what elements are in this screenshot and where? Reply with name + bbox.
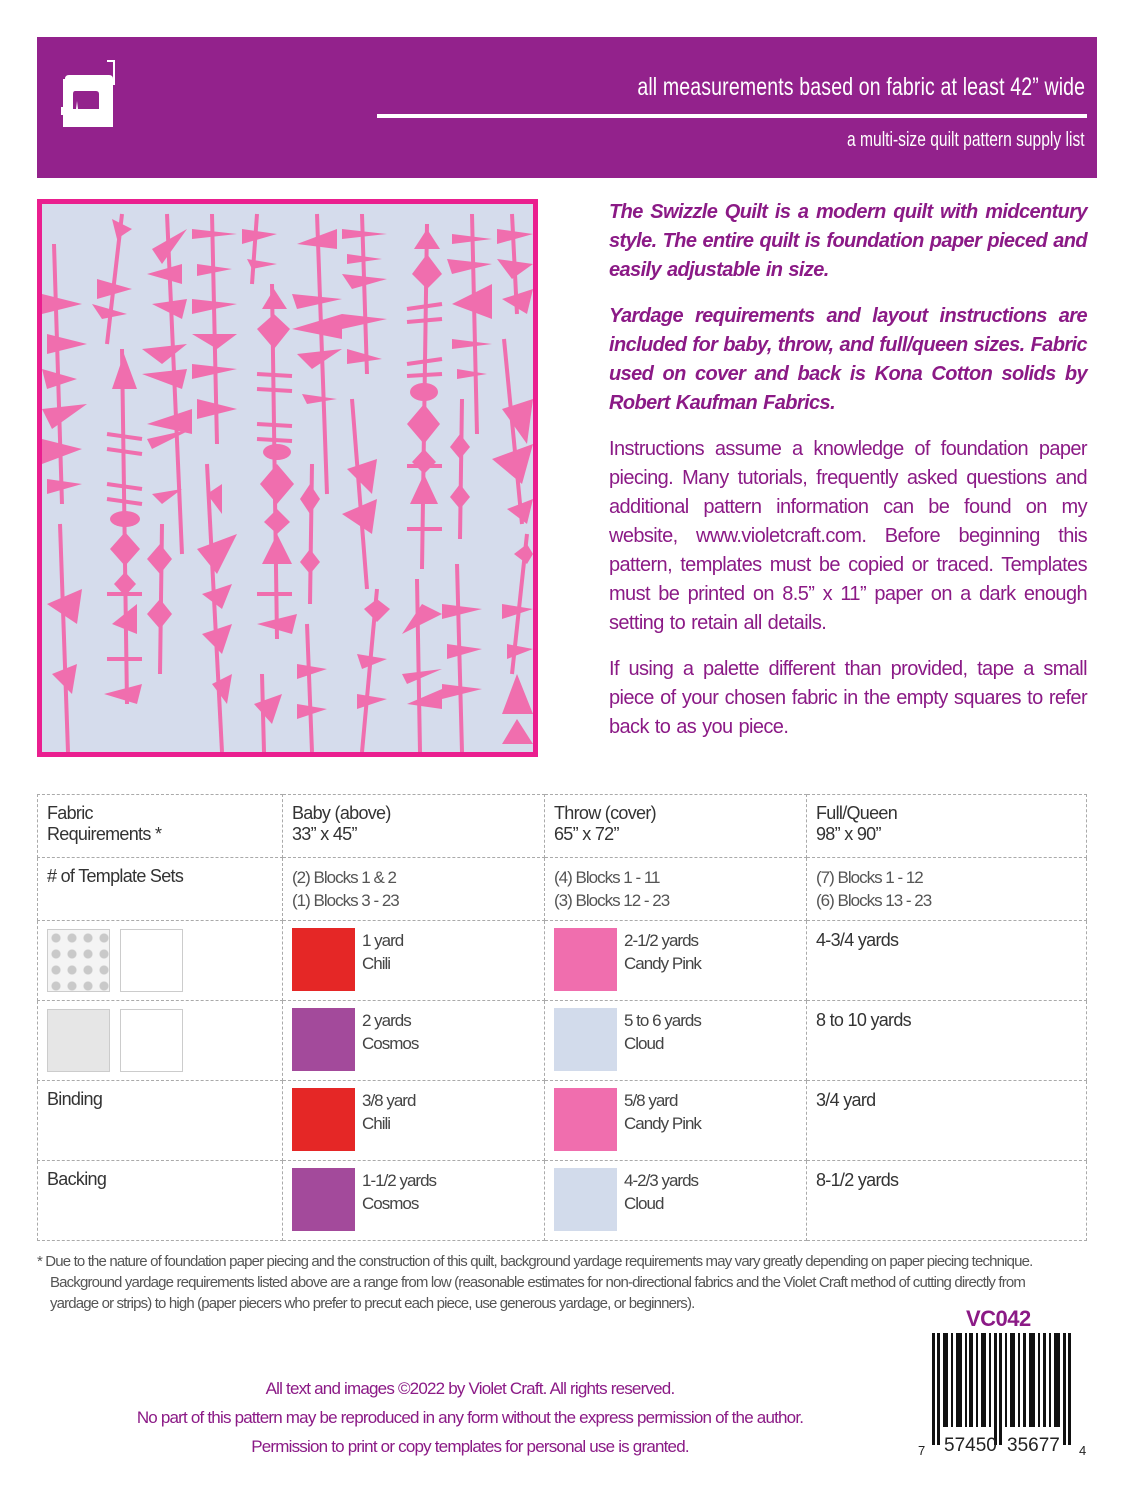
intro-paragraph-3: Instructions assume a knowledge of foundation paper piecing. Many tutorials, frequently asked questions and additional pattern information can be found on my website, www.violetcraft.com. Before beginning this pattern, templates must be copied or traced. Templates must be printed on 8.5” x 11” paper on a dark enough setting to retain all details.	[609, 438, 1087, 634]
color-swatch-cloud	[554, 1008, 617, 1071]
template-set-line: (2) Blocks 1 & 2	[292, 868, 396, 887]
header-full-cell	[807, 795, 1087, 858]
color-swatch-candy-pink	[554, 1088, 617, 1151]
color-swatch-cosmos	[292, 1168, 355, 1231]
fabric-name: Candy Pink	[624, 954, 701, 973]
fabric-requirements-table	[37, 794, 1087, 1241]
footnote-line: yardage or strips) to high (paper piecers who prefer to precut each piece, use generous yardage, or beginners).	[50, 1295, 695, 1312]
size-name-full: Full/Queen	[816, 803, 898, 823]
fabric-name: Cloud	[624, 1194, 664, 1213]
yardage-footnote	[37, 1251, 1097, 1314]
throw-fabric-cell	[545, 1161, 807, 1241]
full-fabric-cell: 8-1/2 yards	[807, 1161, 1087, 1241]
fabric-name: Cosmos	[362, 1194, 419, 1213]
fabric-amount: 2 yards	[362, 1011, 411, 1030]
fabric-amount: 4-2/3 yards	[624, 1171, 699, 1190]
color-swatch-cosmos	[292, 1008, 355, 1071]
copyright-line: No part of this pattern may be reproduced in any form without the express permission of the author.	[136, 1408, 804, 1427]
copyright-notice	[110, 1374, 830, 1461]
barcode-last-digit: 4	[1079, 1443, 1087, 1458]
banner-divider	[377, 114, 1087, 118]
quilt-cover-image	[37, 199, 538, 757]
fabric-amount: 1 yard	[362, 931, 404, 950]
barcode-left-group: 57450	[944, 1435, 997, 1456]
fabric-row-backing	[38, 1161, 1087, 1241]
header-baby-cell	[283, 795, 545, 858]
fabric-amount: 2-1/2 yards	[624, 931, 699, 950]
fabric-amount: 3/8 yard	[362, 1091, 416, 1110]
template-sets-baby	[283, 858, 545, 921]
color-swatch-cloud	[554, 1168, 617, 1231]
pattern-description	[609, 198, 1087, 759]
sample-swatch-dotted	[47, 929, 110, 992]
template-set-line: (7) Blocks 1 - 12	[816, 868, 923, 887]
fabric-row-binding	[38, 1081, 1087, 1161]
barcode-right-group: 35677	[1007, 1435, 1060, 1456]
copyright-line: All text and images ©2022 by Violet Craft. All rights reserved.	[265, 1379, 675, 1398]
template-set-line: (3) Blocks 12 - 23	[554, 891, 670, 910]
template-set-line: (1) Blocks 3 - 23	[292, 891, 399, 910]
template-set-line: (6) Blocks 13 - 23	[816, 891, 932, 910]
banner-subtitle: a multi-size quilt pattern supply list	[847, 129, 1085, 151]
header-label-line1: Fabric	[47, 803, 93, 823]
fabric-row-label	[38, 1001, 283, 1081]
template-sets-row	[38, 858, 1087, 921]
intro-paragraph-1: The Swizzle Quilt is a modern quilt with midcentury style. The entire quilt is foundation paper pieced and easily adjustable in size.	[609, 201, 1087, 281]
header-label-line2: Requirements *	[47, 824, 162, 844]
throw-fabric-cell	[545, 921, 807, 1001]
intro-paragraph-4: If using a palette different than provided, tape a small piece of your chosen fabric in the empty squares to refer back to as you piece.	[609, 658, 1087, 738]
sample-swatch-grey	[47, 1009, 110, 1072]
table-header-row	[38, 795, 1087, 858]
fabric-row-accent	[38, 921, 1087, 1001]
throw-fabric-cell	[545, 1001, 807, 1081]
sewing-machine-icon	[59, 57, 119, 129]
baby-fabric-cell	[283, 921, 545, 1001]
header-banner	[37, 37, 1097, 178]
empty-swatch	[120, 1009, 183, 1072]
baby-fabric-cell	[283, 1001, 545, 1081]
intro-paragraph-2: Yardage requirements and layout instructions are included for baby, throw, and full/queen sizes. Fabric used on cover and back is Kona Cotton solids by Robert Kaufman Fabrics.	[609, 305, 1087, 414]
banner-title: all measurements based on fabric at least 42” wide	[637, 73, 1085, 101]
size-name-throw: Throw (cover)	[554, 803, 656, 823]
fabric-amount: 1-1/2 yards	[362, 1171, 437, 1190]
fabric-name: Cloud	[624, 1034, 664, 1053]
fabric-row-label: Binding	[38, 1081, 283, 1161]
fabric-name: Chili	[362, 1114, 391, 1133]
barcode-first-digit: 7	[918, 1443, 926, 1458]
copyright-line: Permission to print or copy templates for personal use is granted.	[251, 1437, 689, 1456]
color-swatch-candy-pink	[554, 928, 617, 991]
header-label-cell	[38, 795, 283, 858]
product-sku: VC042	[966, 1306, 1031, 1331]
template-sets-throw	[545, 858, 807, 921]
header-throw-cell	[545, 795, 807, 858]
full-fabric-cell: 3/4 yard	[807, 1081, 1087, 1161]
template-sets-label: # of Template Sets	[38, 858, 283, 921]
template-set-line: (4) Blocks 1 - 11	[554, 868, 660, 887]
full-fabric-cell: 4-3/4 yards	[807, 921, 1087, 1001]
baby-fabric-cell	[283, 1081, 545, 1161]
color-swatch-chili	[292, 928, 355, 991]
fabric-row-label: Backing	[38, 1161, 283, 1241]
footnote-line: * Due to the nature of foundation paper piecing and the construction of this quilt, background yardage requirements may vary greatly depending on paper piecing technique.	[37, 1253, 1033, 1270]
size-name-baby: Baby (above)	[292, 803, 391, 823]
full-fabric-cell: 8 to 10 yards	[807, 1001, 1087, 1081]
barcode-bars	[918, 1333, 1090, 1445]
throw-fabric-cell	[545, 1081, 807, 1161]
size-dimensions-full: 98” x 90”	[816, 824, 881, 844]
size-dimensions-throw: 65” x 72”	[554, 824, 619, 844]
fabric-row-label	[38, 921, 283, 1001]
swizzle-pattern	[42, 204, 533, 752]
baby-fabric-cell	[283, 1161, 545, 1241]
color-swatch-chili	[292, 1088, 355, 1151]
upc-barcode	[918, 1333, 1090, 1463]
fabric-row-background	[38, 1001, 1087, 1081]
fabric-amount: 5/8 yard	[624, 1091, 678, 1110]
empty-swatch	[120, 929, 183, 992]
fabric-name: Cosmos	[362, 1034, 419, 1053]
template-sets-full	[807, 858, 1087, 921]
fabric-name: Candy Pink	[624, 1114, 701, 1133]
size-dimensions-baby: 33” x 45”	[292, 824, 357, 844]
fabric-name: Chili	[362, 954, 391, 973]
fabric-amount: 5 to 6 yards	[624, 1011, 701, 1030]
footnote-line: Background yardage requirements listed above are a range from low (reasonable estimates for non-directional fabrics and the Violet Craft method of cutting directly from	[50, 1274, 1026, 1291]
